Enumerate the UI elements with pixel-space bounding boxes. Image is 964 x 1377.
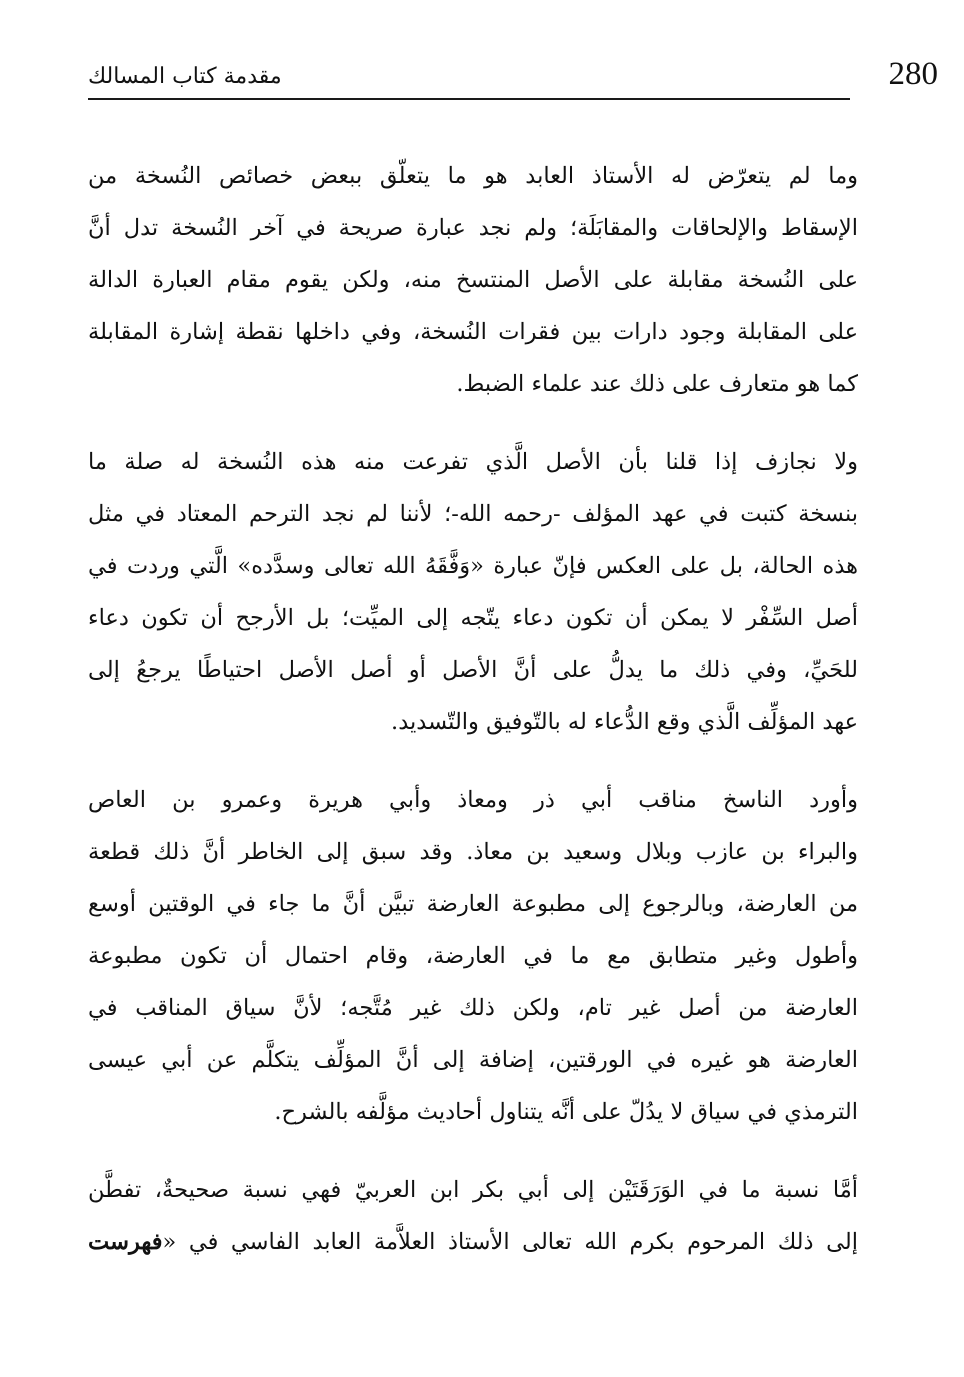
text-line: الإسقاط والإلحاقات والمقابَلَة؛ ولم نجد عبارة صريحة في آخر النُسخة تدل أنَّ — [88, 215, 858, 241]
text-line: بنسخة كتبت في عهد المؤلف -رحمه الله-؛ لأننا لم نجد الترحم المعتاد في مثل — [88, 501, 858, 527]
text-line — [88, 1216, 858, 1268]
text-line: وأطول وغير متطابق مع ما في العارضة، وقام احتمال أن تكون مطبوعة — [88, 943, 858, 969]
page-number: 280 — [888, 56, 938, 92]
text-line: وما لم يتعرّض له الأستاذ العابد هو ما يتعلّق ببعض خصائص النُسخة من — [88, 163, 858, 189]
text-line: العارضة هو غيره في الورقتين، إضافة إلى أنَّ المؤلِّف يتكلَّم عن أبي عيسى — [88, 1047, 858, 1073]
book-title-fragment: فهرست — [88, 1229, 163, 1255]
text-line: أمَّا نسبة ما في الوَرَقَتَيْن إلى أبي بكر ابن العربيّ فهي نسبة صحيحةٌ، تفطَّن — [88, 1177, 858, 1203]
text-line: على المقابلة وجود دارات بين فقرات النُسخة، وفي داخلها نقطة إشارة المقابلة — [88, 319, 858, 345]
body-text — [88, 150, 858, 1294]
text-line: ولا نجازف إذا قلنا بأن الأصل الَّذي تفرعت منه هذه النُسخة له صلة ما — [88, 449, 858, 475]
running-title: مقدمة كتاب المسالك — [88, 64, 282, 89]
paragraph-3 — [88, 774, 858, 1138]
text-line: على النُسخة مقابلة على الأصل المنتسخ منه، ولكن يقوم مقام العبارة الدالة — [88, 267, 858, 293]
text-line: من العارضة، وبالرجوع إلى مطبوعة العارضة تبيَّن أنَّ ما جاء في الوقتين أوسع — [88, 891, 858, 917]
text-line: هذه الحالة، بل على العكس فإنّ عبارة «وَفَّقَهُ الله تعالى وسدَّده» الَّتي وردت في — [88, 553, 858, 579]
page-header — [88, 52, 938, 100]
text-line: كما هو متعارف على ذلك عند علماء الضبط. — [456, 371, 858, 397]
text-line: وأورد الناسخ مناقب أبي ذر ومعاذ وأبي هريرة وعمرو بن العاص — [88, 787, 858, 813]
text-line: الترمذي في سياق لا يدُلّ على أنَّه يتناول أحاديث مؤلَّفه بالشرح. — [274, 1099, 858, 1125]
paragraph-1 — [88, 150, 858, 410]
text-line: عهد المؤلِّف الَّذي وقع الدُّعاء له بالتّوفيق والتّسديد. — [391, 709, 858, 735]
text-line-start: إلى ذلك المرحوم بكرم الله تعالى الأستاذ العلاَّمة العابد الفاسي في « — [162, 1229, 858, 1255]
text-line: للحَيِّ، وفي ذلك ما يدلُّ على أنَّ الأصل أو أصل الأصل احتياطًا يرجعُ إلى — [88, 657, 858, 683]
paragraph-4 — [88, 1164, 858, 1268]
text-line: والبراء بن عازب وبلال وسعيد بن معاذ. وقد سبق إلى الخاطر أنَّ ذلك قطعة — [88, 839, 858, 865]
text-line: العارضة من أصل غير تام، ولكن ذلك غير مُتَّجه؛ لأنَّ سياق المناقب في — [88, 995, 858, 1021]
paragraph-2 — [88, 436, 858, 748]
text-line: أصل السِّفْر لا يمكن أن تكون دعاء يتّجه إلى الميِّت؛ بل الأرجح أن تكون دعاء — [88, 605, 858, 631]
